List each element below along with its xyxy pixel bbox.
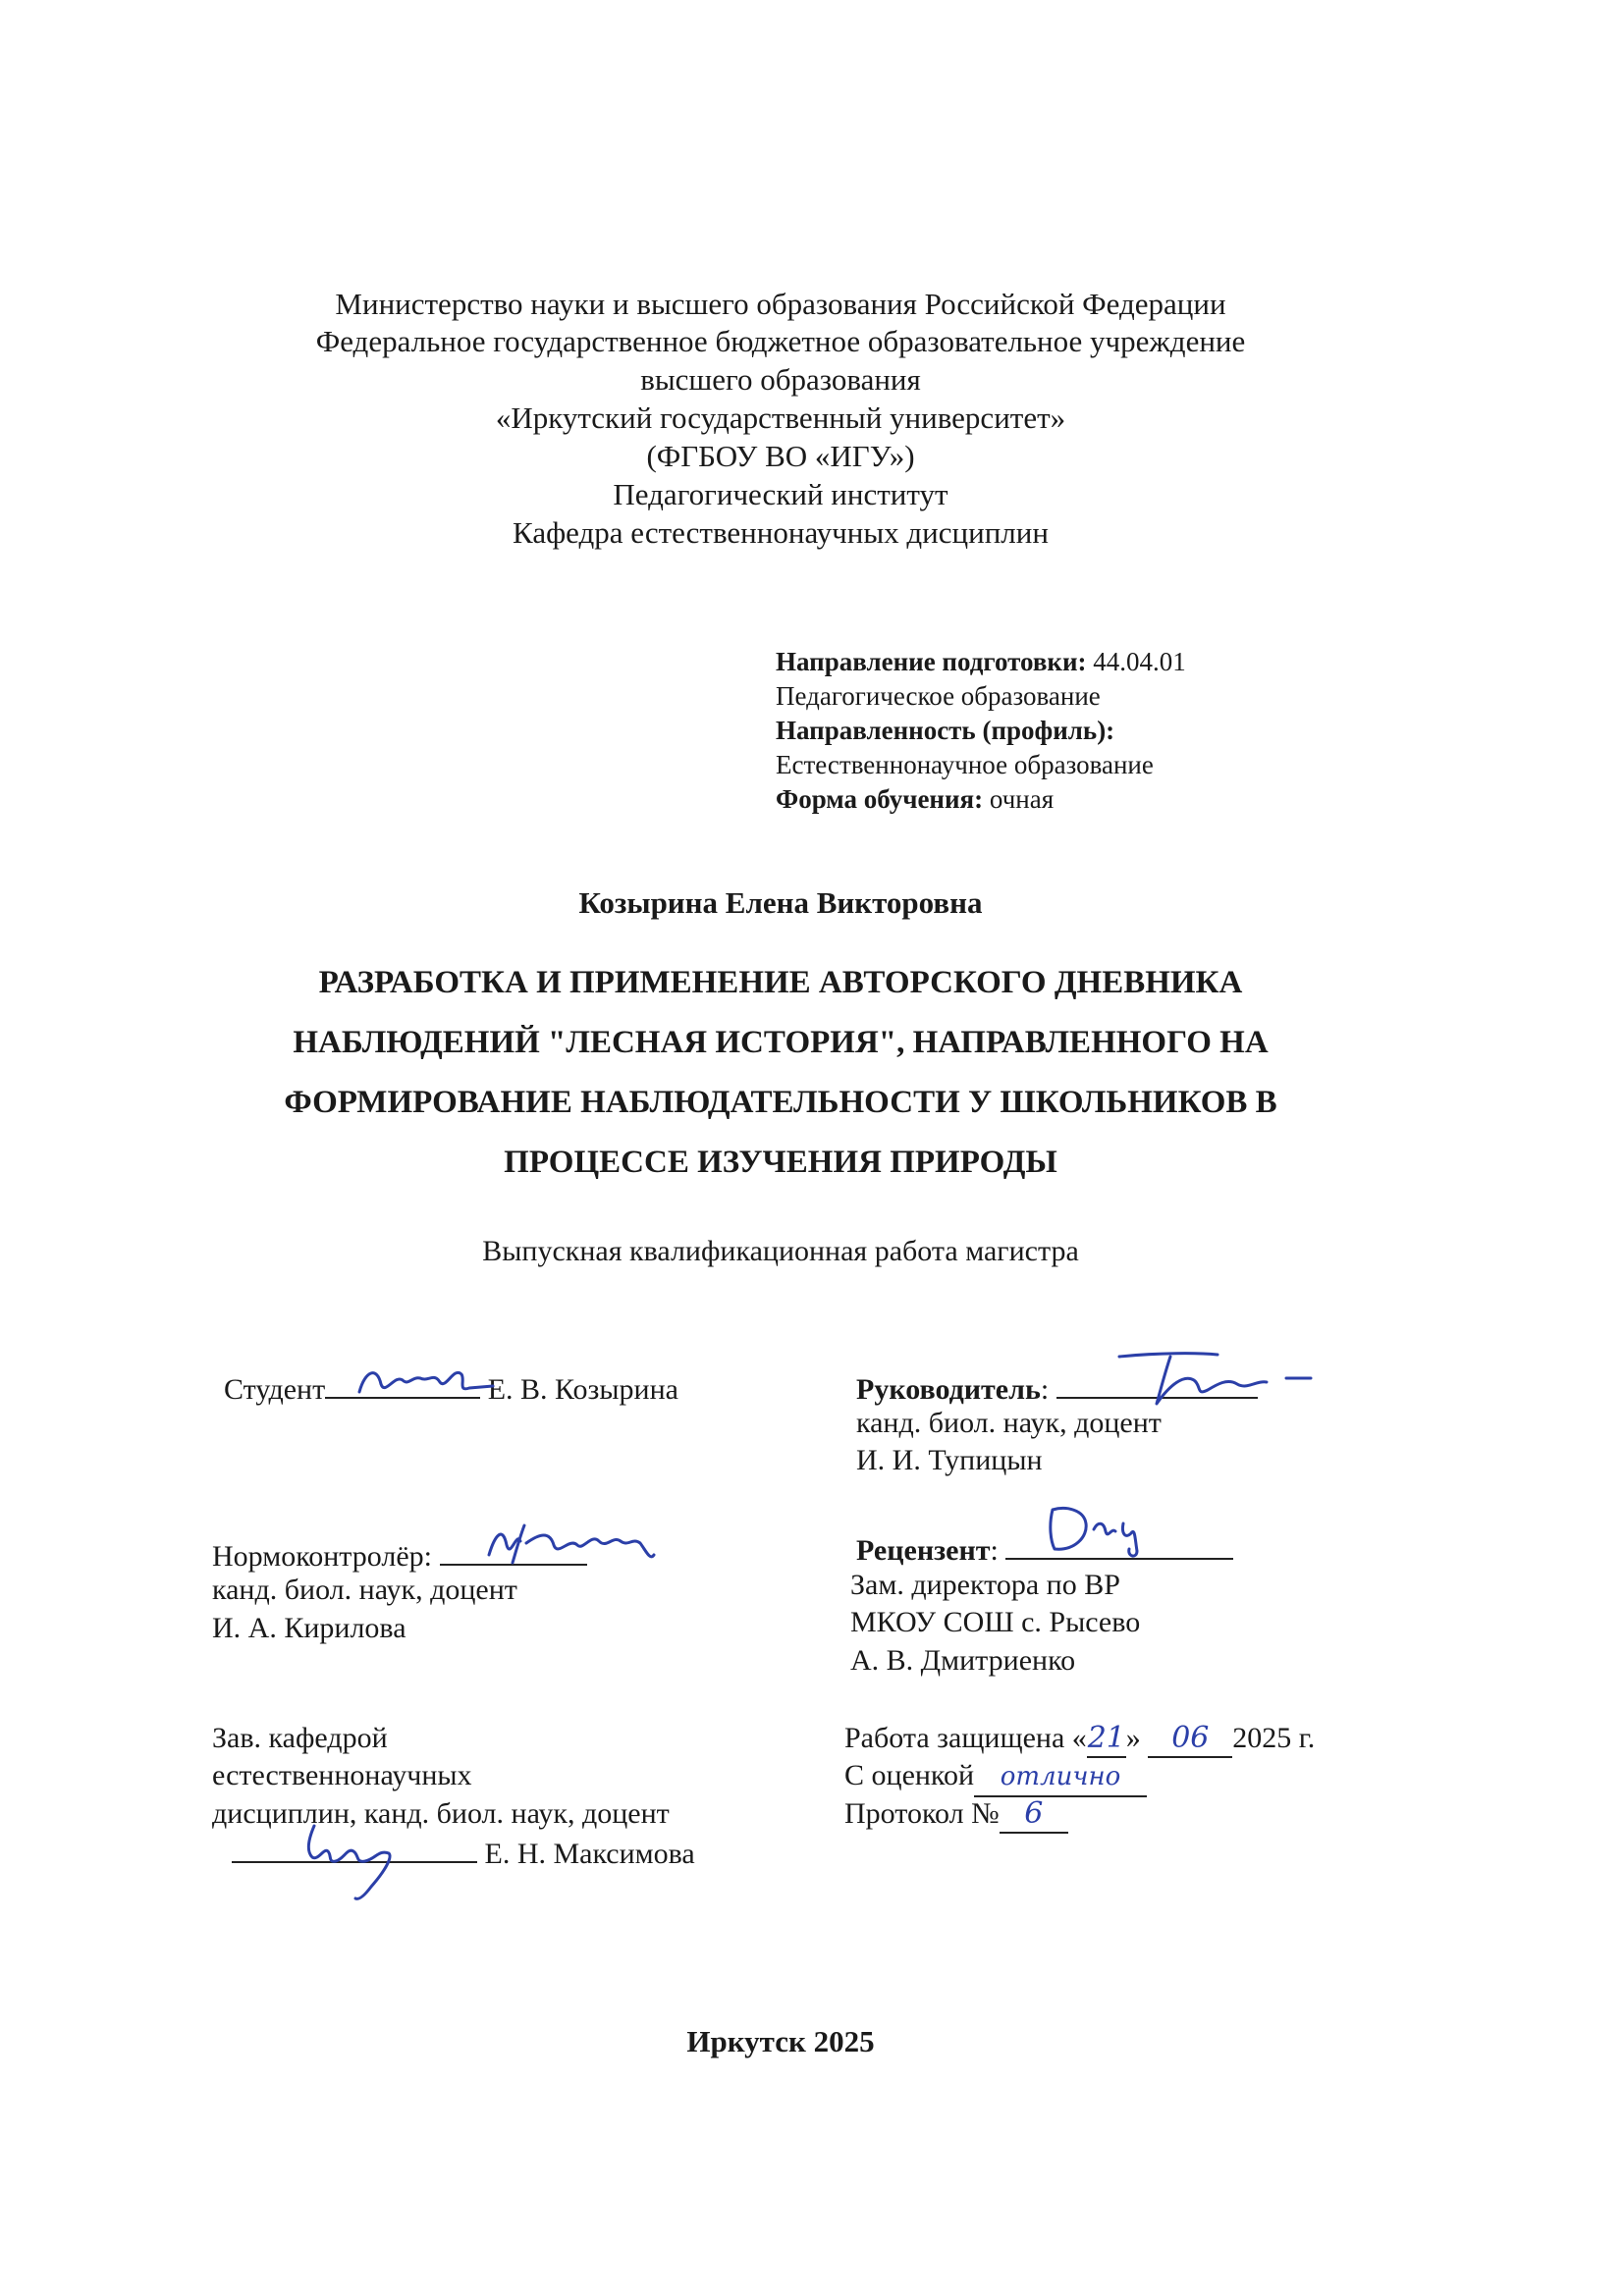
form-label: Форма обучения:: [776, 784, 984, 814]
student-label: Студент: [224, 1373, 326, 1406]
author-name: Козырина Елена Викторовна: [578, 885, 983, 920]
supervisor-label: Руководитель: [856, 1373, 1041, 1406]
thesis-title-line-2: НАБЛЮДЕНИЙ "ЛЕСНАЯ ИСТОРИЯ", НАПРАВЛЕННОГО НА: [293, 1025, 1269, 1060]
work-type: Выпускная квалификационная работа магистра: [482, 1235, 1079, 1267]
normcontroller-signature: [481, 1512, 668, 1575]
normcontroller-name: И. А. Кирилова: [212, 1612, 406, 1644]
protocol-label: Протокол №: [844, 1797, 1000, 1830]
normcontroller-degree: канд. биол. наук, доцент: [212, 1574, 517, 1606]
protocol-row: [844, 1795, 1068, 1834]
direction-code: 44.04.01: [1093, 647, 1186, 676]
thesis-title-line-4: ПРОЦЕССЕ ИЗУЧЕНИЯ ПРИРОДЫ: [504, 1145, 1057, 1180]
institute-line: Педагогический институт: [613, 477, 948, 511]
head-line-3: дисциплин, канд. биол. наук, доцент: [212, 1797, 670, 1830]
university-line: «Иркутский государственный университет»: [495, 400, 1066, 435]
student-signature: [355, 1357, 503, 1411]
reviewer-signature: [1041, 1500, 1178, 1564]
supervisor-degree: канд. биол. наук, доцент: [856, 1407, 1162, 1439]
direction-label: Направление подготовки:: [776, 647, 1087, 676]
university-abbr-line: (ФГБОУ ВО «ИГУ»): [646, 439, 915, 473]
defense-suffix: 2025 г.: [1232, 1722, 1316, 1754]
reviewer-label: Рецензент: [856, 1534, 991, 1567]
thesis-title-line-1: РАЗРАБОТКА И ПРИМЕНЕНИЕ АВТОРСКОГО ДНЕВНИКА: [318, 965, 1243, 1000]
protocol-number: 6: [1000, 1795, 1068, 1834]
head-signature: [295, 1818, 412, 1911]
grade-row: [844, 1757, 1147, 1797]
thesis-title-line-3: ФОРМИРОВАНИЕ НАБЛЮДАТЕЛЬНОСТИ У ШКОЛЬНИКОВ В: [284, 1085, 1277, 1120]
defense-prefix: Работа защищена «: [844, 1722, 1087, 1754]
reviewer-position: Зам. директора по ВР: [850, 1569, 1120, 1601]
reviewer-org: МКОУ СОШ с. Рысево: [850, 1606, 1141, 1638]
city-year: Иркутск 2025: [686, 2024, 875, 2058]
profile-label: Направленность (профиль):: [776, 716, 1115, 745]
department-line: Кафедра естественнонаучных дисциплин: [513, 515, 1049, 550]
profile-name: Естественнонаучное образование: [776, 750, 1154, 779]
student-name: Е. В. Козырина: [487, 1373, 678, 1406]
normcontroller-label: Нормоконтролёр:: [212, 1540, 433, 1573]
supervisor-name: И. И. Тупицын: [856, 1444, 1043, 1476]
reviewer-row: Рецензент:: [856, 1528, 1233, 1569]
defense-row: [844, 1720, 1315, 1758]
defense-day: 21: [1087, 1720, 1126, 1758]
form-row: [776, 781, 1054, 818]
head-name: Е. Н. Максимова: [484, 1838, 695, 1870]
supervisor-row: Руководитель:: [856, 1367, 1258, 1408]
grade-value: отлично: [974, 1759, 1147, 1797]
grade-label: С оценкой: [844, 1759, 975, 1791]
defense-mid: »: [1125, 1722, 1141, 1754]
direction-name: Педагогическое образование: [776, 681, 1101, 711]
head-line-2: естественнонаучных: [212, 1759, 472, 1791]
form-value: очная: [989, 784, 1055, 814]
defense-month: 06: [1148, 1720, 1232, 1758]
reviewer-name: А. В. Дмитриенко: [850, 1644, 1076, 1677]
ministry-line: Министерство науки и высшего образования Российской Федерации: [335, 287, 1226, 321]
education-level-line: высшего образования: [640, 362, 921, 397]
head-line-1: Зав. кафедрой: [212, 1722, 388, 1754]
direction-row: [776, 644, 1186, 680]
institution-line: Федеральное государственное бюджетное образовательное учреждение: [315, 324, 1246, 358]
